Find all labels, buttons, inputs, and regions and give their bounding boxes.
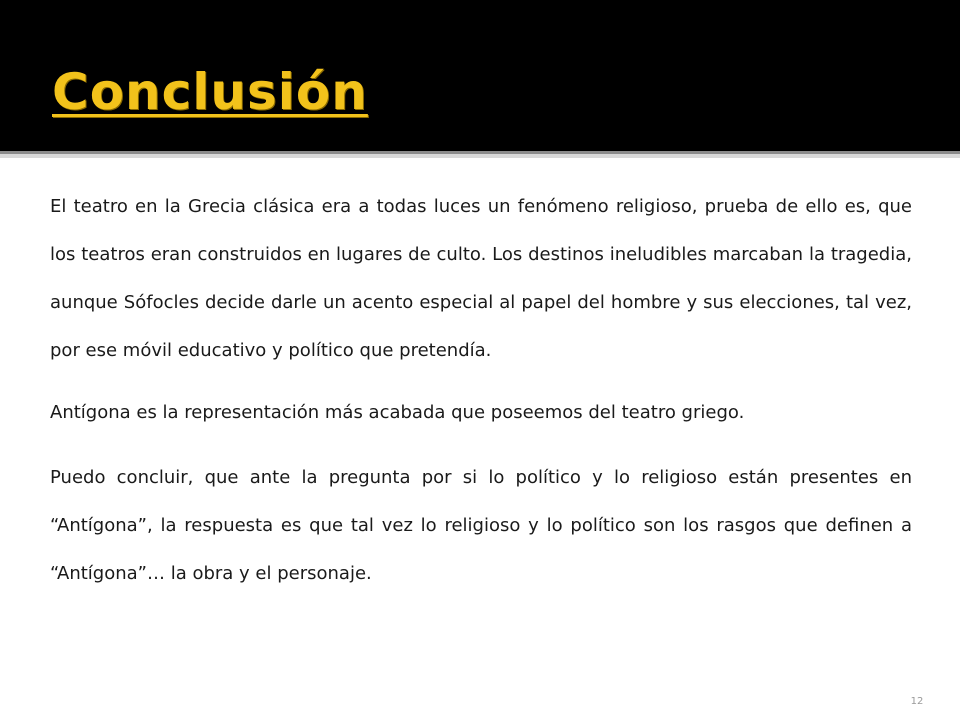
paragraph-1: El teatro en la Grecia clásica era a todas luces un fenómeno religioso, prueba de ello es, que los teatros eran construidos en lugares de culto. Los destinos ineludibles marcaban la tragedia, aunque Sófocles decide darle un acento especial al papel del hombre y sus elecciones, tal vez, por ese móvil educativo y político que pretendía. xyxy=(50,196,912,361)
slide-body xyxy=(50,183,912,598)
paragraph-3: Puedo concluir, que ante la pregunta por si lo político y lo religioso están presentes en “Antígona”, la respuesta es que tal vez lo religioso y lo político son los rasgos que definen a “Antígona”… la obra y el personaje. xyxy=(50,467,912,584)
paragraph-2: Antígona es la representación más acabada que poseemos del teatro griego. xyxy=(50,402,745,423)
page-number: 12 xyxy=(910,696,924,707)
slide-title: Conclusión xyxy=(52,63,368,121)
title-bar xyxy=(0,0,960,151)
title-divider-shadow xyxy=(0,154,960,158)
